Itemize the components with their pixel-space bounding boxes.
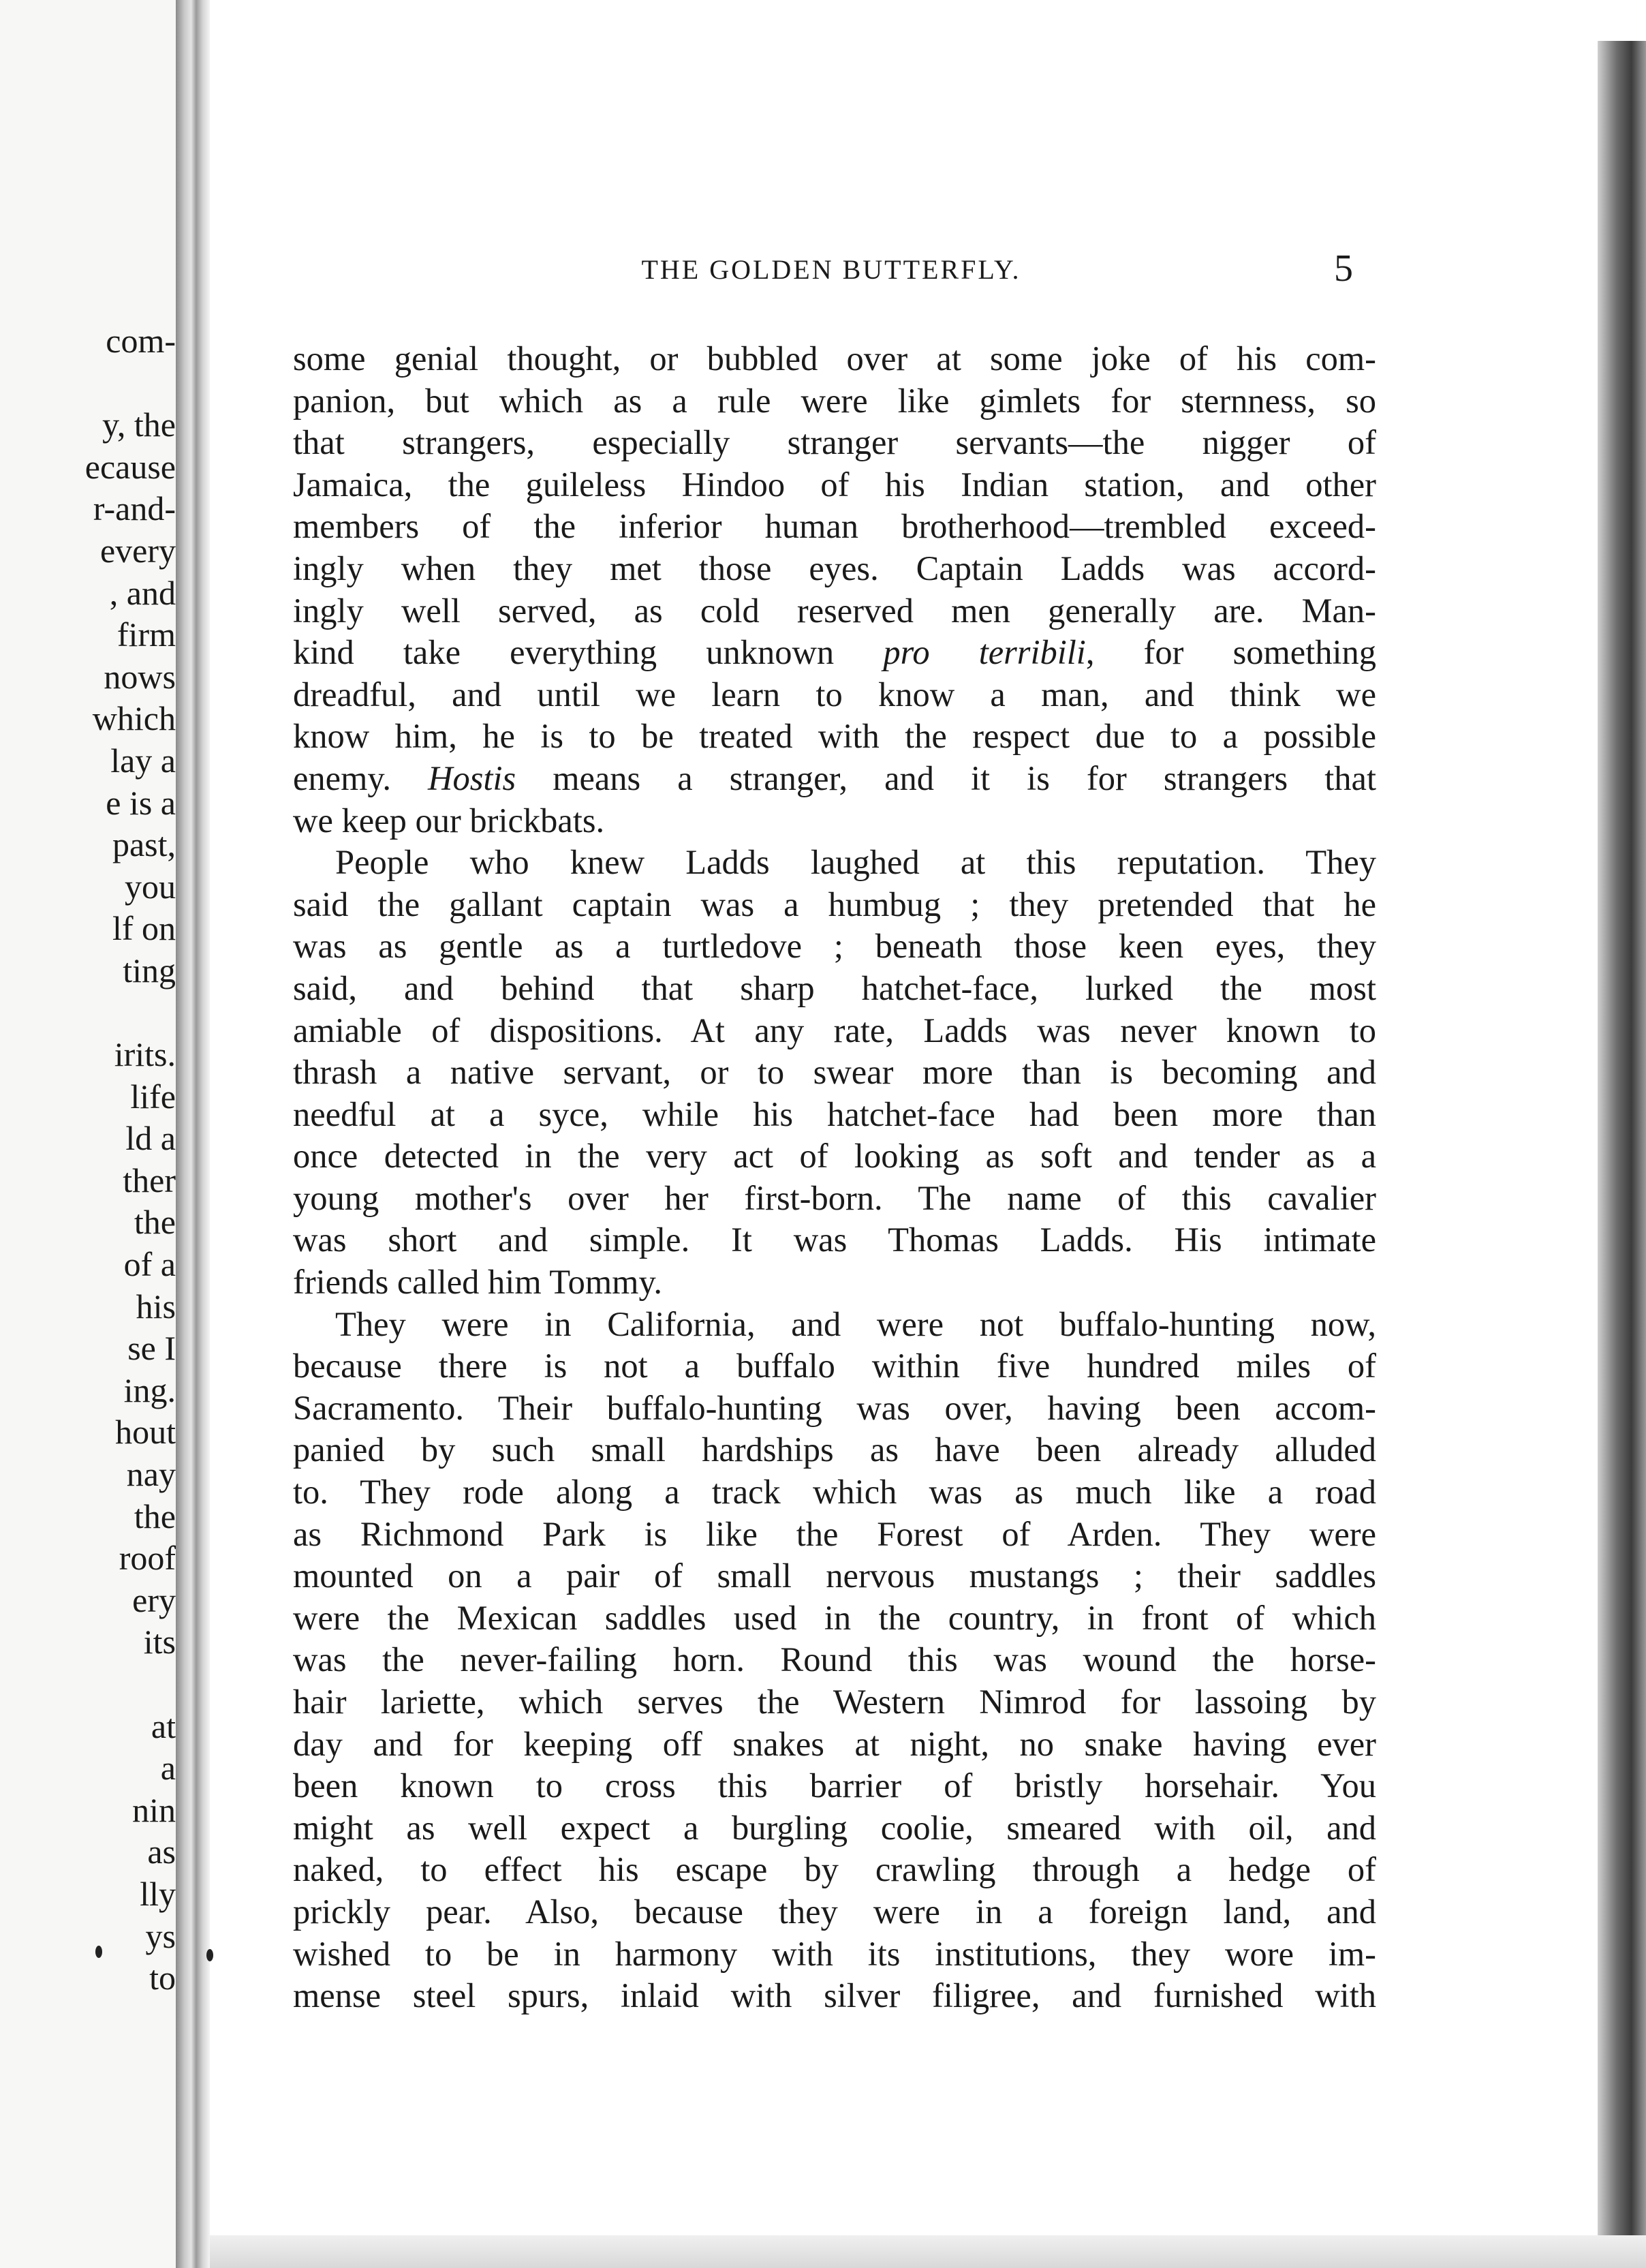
text-line: mense steel spurs, inlaid with silver filigree, and furnished with: [293, 1976, 1376, 2015]
text-line: wished to be in harmony with its institutions, they wore im-: [293, 1934, 1376, 1973]
text-segment: enemy.: [293, 758, 429, 797]
text-line: said the gallant captain was a humbug ; they pretended that he: [293, 885, 1376, 923]
text-line: said, and behind that sharp hatchet-face, lurked the most: [293, 968, 1376, 1007]
text-line: panion, but which as a rule were like gimlets for sternness, so: [293, 381, 1376, 420]
text-segment: kind take everything unknown: [293, 633, 884, 672]
left-page-fragment: ery: [132, 1580, 176, 1619]
text-line: as Richmond Park is like the Forest of Arden. They were: [293, 1514, 1376, 1553]
text-line: People who knew Ladds laughed at this reputation. They: [335, 843, 1376, 882]
page-number: 5: [1334, 247, 1353, 290]
left-page-fragment: as: [147, 1833, 176, 1871]
left-page-fragment: ld a: [125, 1119, 176, 1158]
left-page-fragment: ther: [123, 1161, 176, 1199]
left-page-text-fragments: [74, 320, 176, 1999]
left-page-fragment: com-: [106, 322, 176, 360]
text-segment: means a stranger, and it is for strangers that: [516, 758, 1376, 797]
text-line: members of the inferior human brotherhood—trembled exceed-: [293, 507, 1376, 546]
text-line: that strangers, especially stranger servants—the nigger of: [293, 423, 1376, 462]
left-page-fragment: of a: [123, 1245, 176, 1284]
text-line: we keep our brickbats.: [293, 801, 605, 840]
text-line: once detected in the very act of looking as soft and tender as a: [293, 1137, 1376, 1176]
text-segment: , for something: [1085, 633, 1377, 672]
left-page-fragment: nay: [126, 1455, 176, 1494]
text-line: mounted on a pair of small nervous mustangs ; their saddles: [293, 1557, 1376, 1595]
left-page-fragment: [74, 363, 176, 405]
body-text: [293, 338, 1376, 2017]
italic-phrase: pro terribili: [883, 633, 1086, 672]
text-line: thrash a native servant, or to swear more than is becoming and: [293, 1053, 1376, 1092]
left-page-fragment: e is a: [106, 783, 176, 822]
ink-smudge: [206, 1949, 213, 1961]
text-line: know him, he is to be treated with the respect due to a possible: [293, 717, 1376, 756]
left-page-fragment: lay a: [110, 741, 176, 780]
text-line: [293, 758, 1376, 800]
text-line: was the never-failing horn. Round this was wound the horse-: [293, 1640, 1376, 1679]
left-page-fragment: life: [130, 1077, 176, 1116]
text-line: prickly pear. Also, because they were in a foreign land, and: [293, 1892, 1376, 1931]
left-page-fragment: hout: [115, 1413, 176, 1452]
text-line: panied by such small hardships as have been already alluded: [293, 1430, 1376, 1469]
text-line: friends called him Tommy.: [293, 1263, 663, 1302]
left-page-fragment: a: [160, 1749, 176, 1788]
left-page-fragment: to: [149, 1959, 176, 1997]
italic-phrase: Hostis: [428, 758, 516, 797]
left-page-fragment: r-and-: [93, 489, 176, 528]
left-page-fragment: which: [92, 699, 176, 738]
left-page-fragment: past,: [112, 825, 176, 864]
text-line: were the Mexican saddles used in the country, in front of which: [293, 1598, 1376, 1637]
left-page-fragment: ting: [123, 951, 176, 990]
text-line: Jamaica, the guileless Hindoo of his Indian station, and other: [293, 465, 1376, 504]
left-page-margin: [0, 0, 176, 2268]
left-page-fragment: the: [134, 1203, 176, 1242]
left-page-fragment: irits.: [114, 1035, 176, 1074]
left-page-fragment: firm: [117, 615, 176, 654]
left-page-fragment: every: [99, 531, 176, 570]
text-line: hair lariette, which serves the Western Nimrod for lassoing by: [293, 1683, 1376, 1721]
left-page-fragment: lf on: [112, 909, 176, 948]
left-page-fragment: at: [151, 1706, 176, 1745]
page-edge-shadow: [1598, 41, 1646, 2235]
ink-smudge: [95, 1946, 102, 1958]
text-line: was short and simple. It was Thomas Ladds. His intimate: [293, 1221, 1376, 1259]
text-line: young mother's over her first-born. The name of this cavalier: [293, 1178, 1376, 1217]
left-page-fragment: se I: [127, 1329, 176, 1368]
left-page-fragment: lly: [140, 1874, 176, 1913]
text-line: been known to cross this barrier of bristly horsehair. You: [293, 1766, 1376, 1805]
left-page-fragment: you: [125, 867, 176, 906]
book-gutter: [176, 0, 210, 2268]
left-page-fragment: ecause: [84, 447, 176, 486]
left-page-fragment: his: [136, 1287, 176, 1325]
text-line: ingly well served, as cold reserved men generally are. Man-: [293, 591, 1376, 630]
text-line: [293, 632, 1376, 674]
left-page-fragment: [74, 1664, 176, 1706]
left-page-fragment: ing.: [123, 1370, 176, 1409]
left-page-fragment: nin: [132, 1790, 176, 1829]
text-line: because there is not a buffalo within five hundred miles of: [293, 1347, 1376, 1385]
running-title: THE GOLDEN BUTTERFLY.: [641, 254, 1021, 285]
text-line: to. They rode along a track which was as much like a road: [293, 1473, 1376, 1512]
left-page-fragment: the: [134, 1497, 176, 1535]
left-page-fragment: [74, 992, 176, 1035]
text-line: some genial thought, or bubbled over at some joke of his com-: [293, 339, 1376, 378]
page-bottom-edge: [210, 2235, 1646, 2268]
text-line: was as gentle as a turtledove ; beneath those keen eyes, they: [293, 927, 1376, 966]
text-line: ingly when they met those eyes. Captain Ladds was accord-: [293, 549, 1376, 587]
left-page-fragment: ys: [145, 1916, 176, 1955]
left-page-fragment: y, the: [102, 405, 176, 444]
left-page-fragment: nows: [104, 657, 176, 696]
text-line: naked, to effect his escape by crawling through a hedge of: [293, 1850, 1376, 1889]
text-line: amiable of dispositions. At any rate, Ladds was never known to: [293, 1011, 1376, 1049]
text-line: day and for keeping off snakes at night, no snake having ever: [293, 1724, 1376, 1763]
text-line: They were in California, and were not buffalo-hunting now,: [335, 1304, 1376, 1343]
text-line: Sacramento. Their buffalo-hunting was over, having been accom-: [293, 1388, 1376, 1427]
left-page-fragment: roof: [119, 1539, 176, 1578]
text-line: needful at a syce, while his hatchet-face had been more than: [293, 1094, 1376, 1133]
left-page-fragment: , and: [109, 573, 176, 612]
left-page-fragment: its: [143, 1623, 176, 1661]
text-line: might as well expect a burgling coolie, smeared with oil, and: [293, 1808, 1376, 1847]
text-line: dreadful, and until we learn to know a man, and think we: [293, 675, 1376, 714]
